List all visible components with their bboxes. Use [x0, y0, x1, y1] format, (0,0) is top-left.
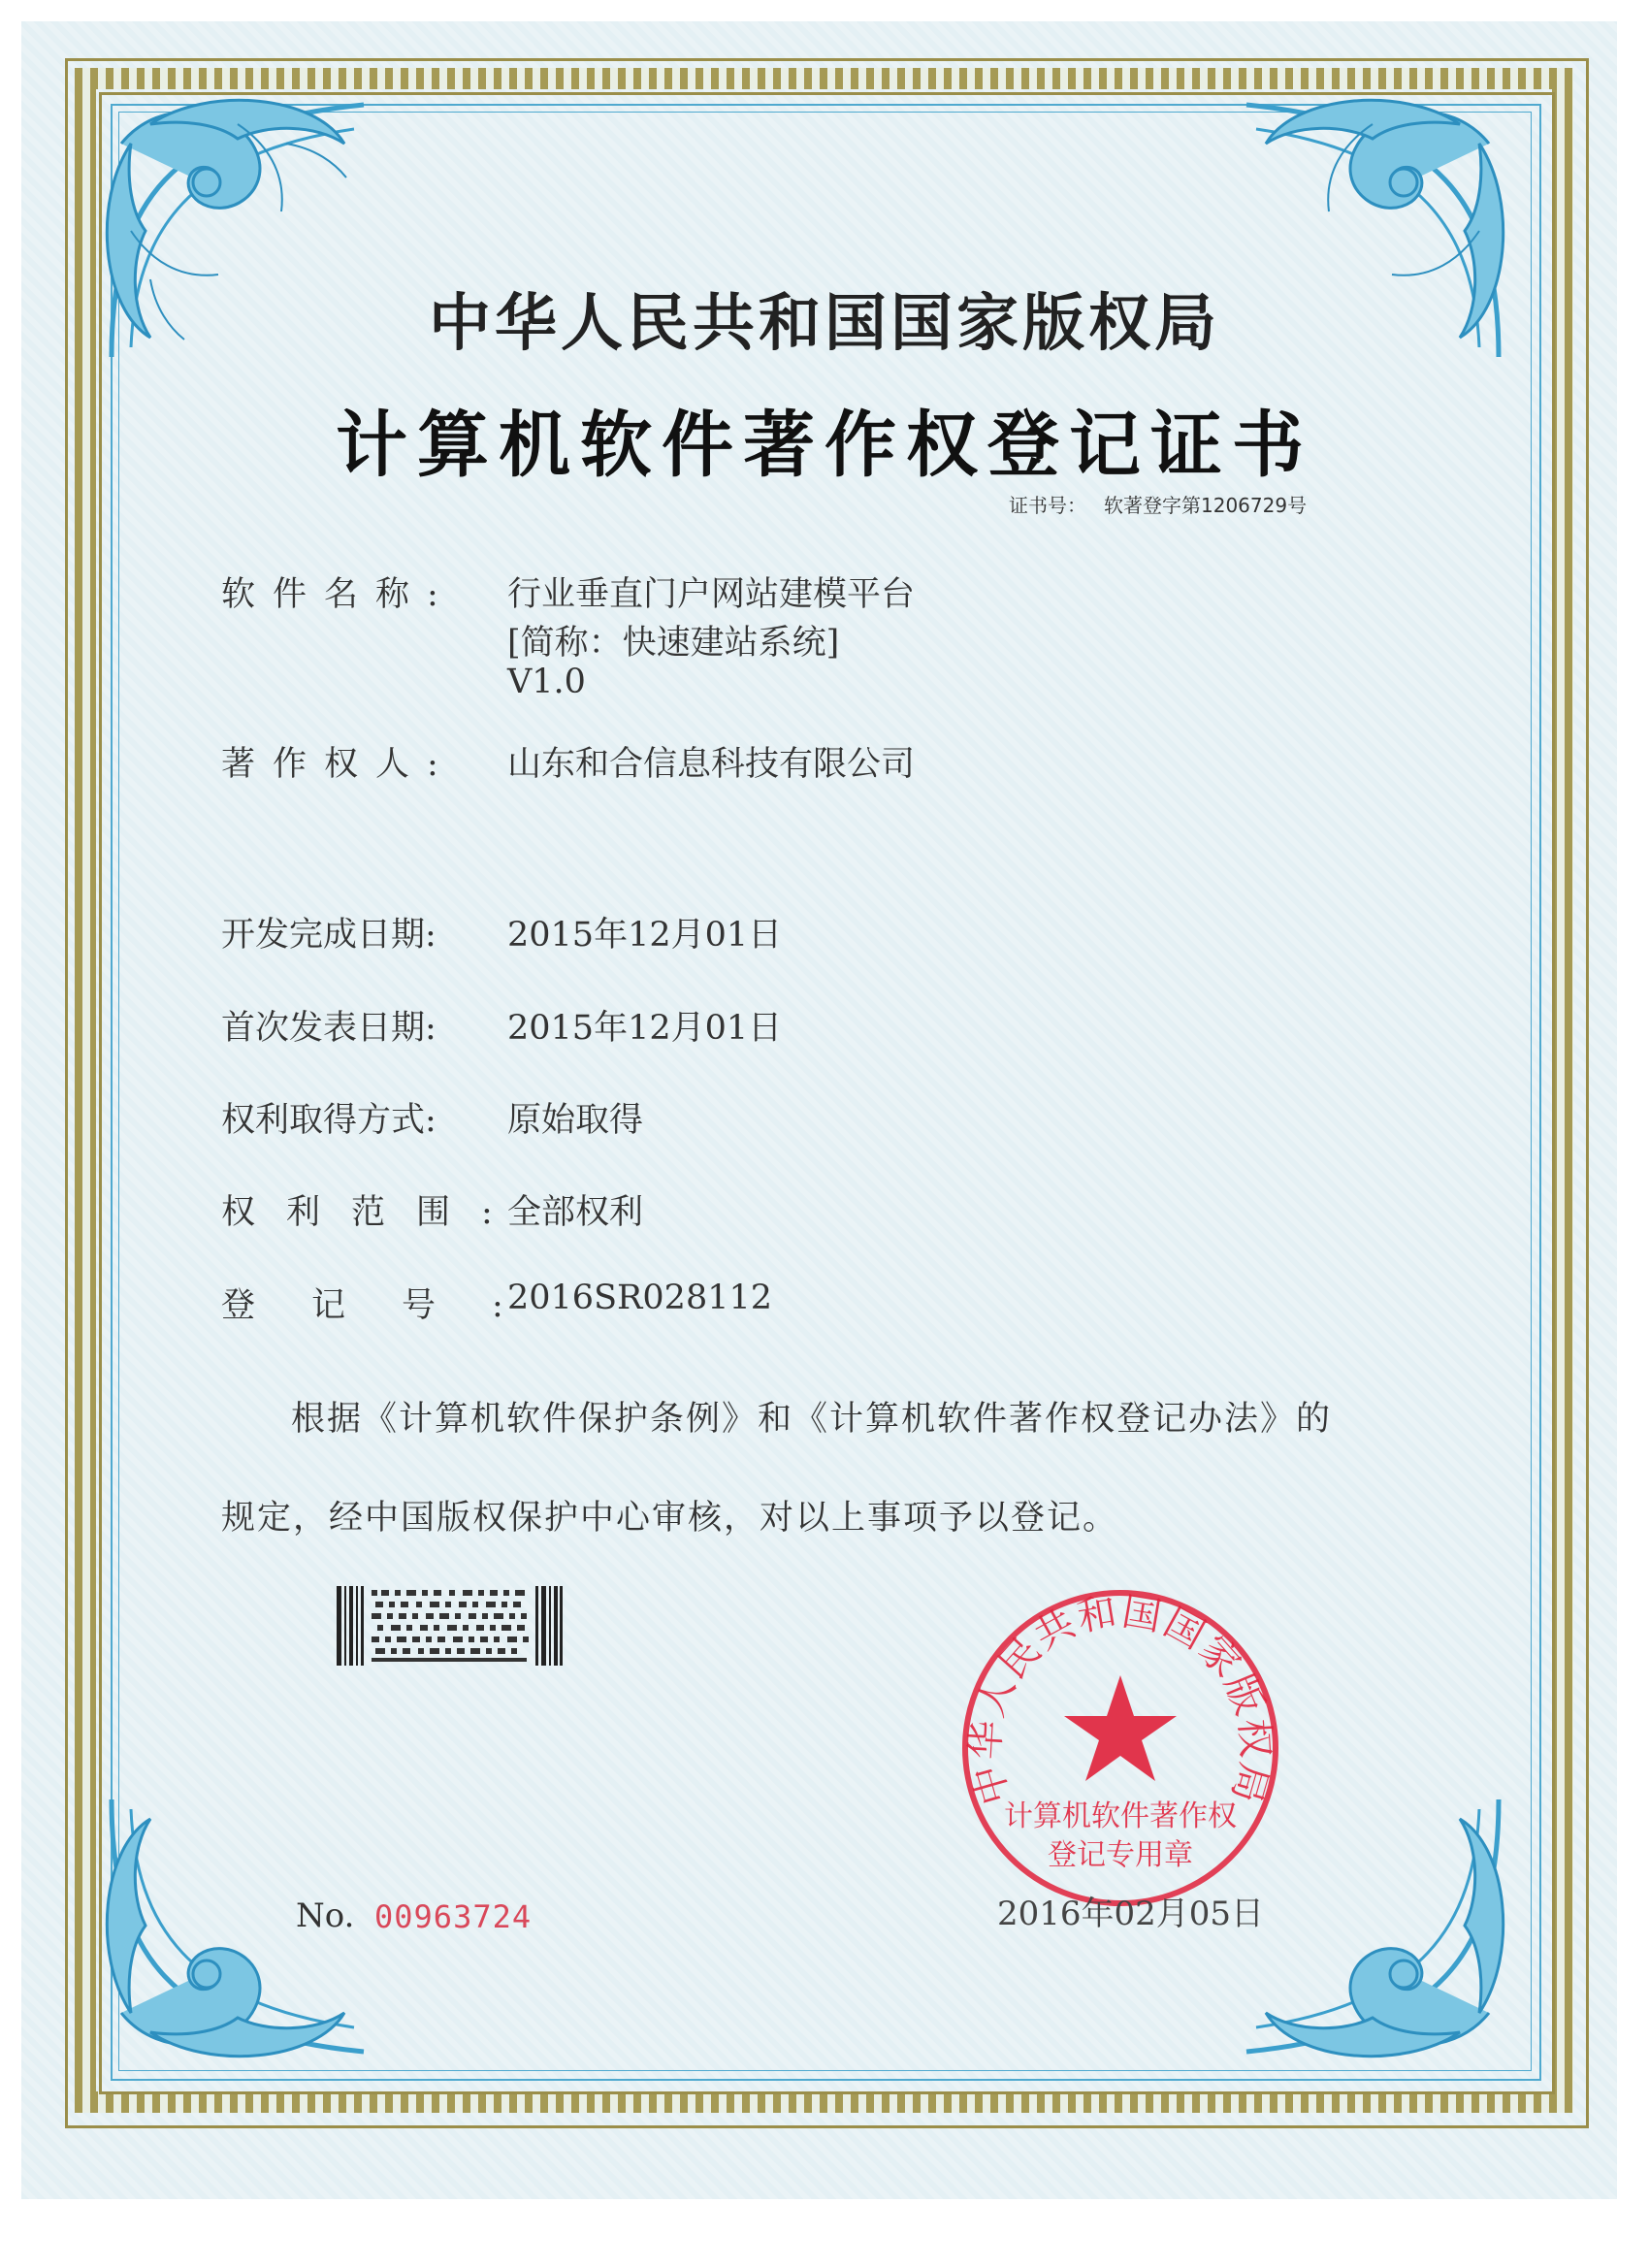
official-seal	[955, 1583, 1285, 1913]
certificate-number-label: 证书号：	[1009, 494, 1086, 517]
rights-scope-value: 全部权利	[507, 1193, 644, 1232]
software-name-label: 软件名称:	[221, 575, 456, 614]
issue-date: 2016年02月05日	[997, 1895, 1265, 1933]
seal-inner-line1: 计算机软件著作权	[1004, 1799, 1237, 1833]
acquire-method-value: 原始取得	[507, 1101, 644, 1140]
registration-no-label: 登记号:	[221, 1286, 560, 1325]
issuer-title: 中华人民共和国国家版权局	[429, 288, 1220, 360]
owner-value: 山东和合信息科技有限公司	[507, 745, 916, 784]
registration-no-value: 2016SR028112	[507, 1279, 773, 1317]
dev-date-label: 开发完成日期:	[221, 916, 436, 955]
seal-inner-line2: 登记专用章	[1048, 1838, 1193, 1872]
certificate-number-value: 软著登字第1206729号	[1104, 494, 1308, 517]
serial-number-value: 00963724	[374, 1898, 533, 1935]
software-name-value: 行业垂直门户网站建模平台	[507, 575, 916, 614]
serial-number-label: No.	[296, 1896, 355, 1935]
certificate-title: 计算机软件著作权登记证书	[336, 404, 1313, 487]
software-short-name: [简称：快速建站系统]	[507, 624, 840, 663]
owner-label: 著作权人:	[221, 745, 456, 784]
dev-date-value: 2015年12月01日	[507, 916, 783, 955]
publish-date-label: 首次发表日期:	[221, 1009, 436, 1048]
seal-ring-text: 中华人民共和国国家版权局	[963, 1589, 1277, 1810]
star-icon	[1064, 1675, 1177, 1781]
barcode-icon	[337, 1586, 563, 1666]
acquire-method-label: 权利取得方式:	[221, 1101, 436, 1140]
legal-basis-line2: 规定，经中国版权保护中心审核，对以上事项予以登记。	[221, 1499, 1119, 1538]
software-version: V1.0	[507, 663, 586, 701]
legal-basis-line1: 根据《计算机软件保护条例》和《计算机软件著作权登记办法》的	[291, 1400, 1333, 1439]
rights-scope-label: 权利范围:	[221, 1193, 524, 1232]
certificate-number	[1009, 490, 1307, 518]
publish-date-value: 2015年12月01日	[507, 1009, 783, 1048]
